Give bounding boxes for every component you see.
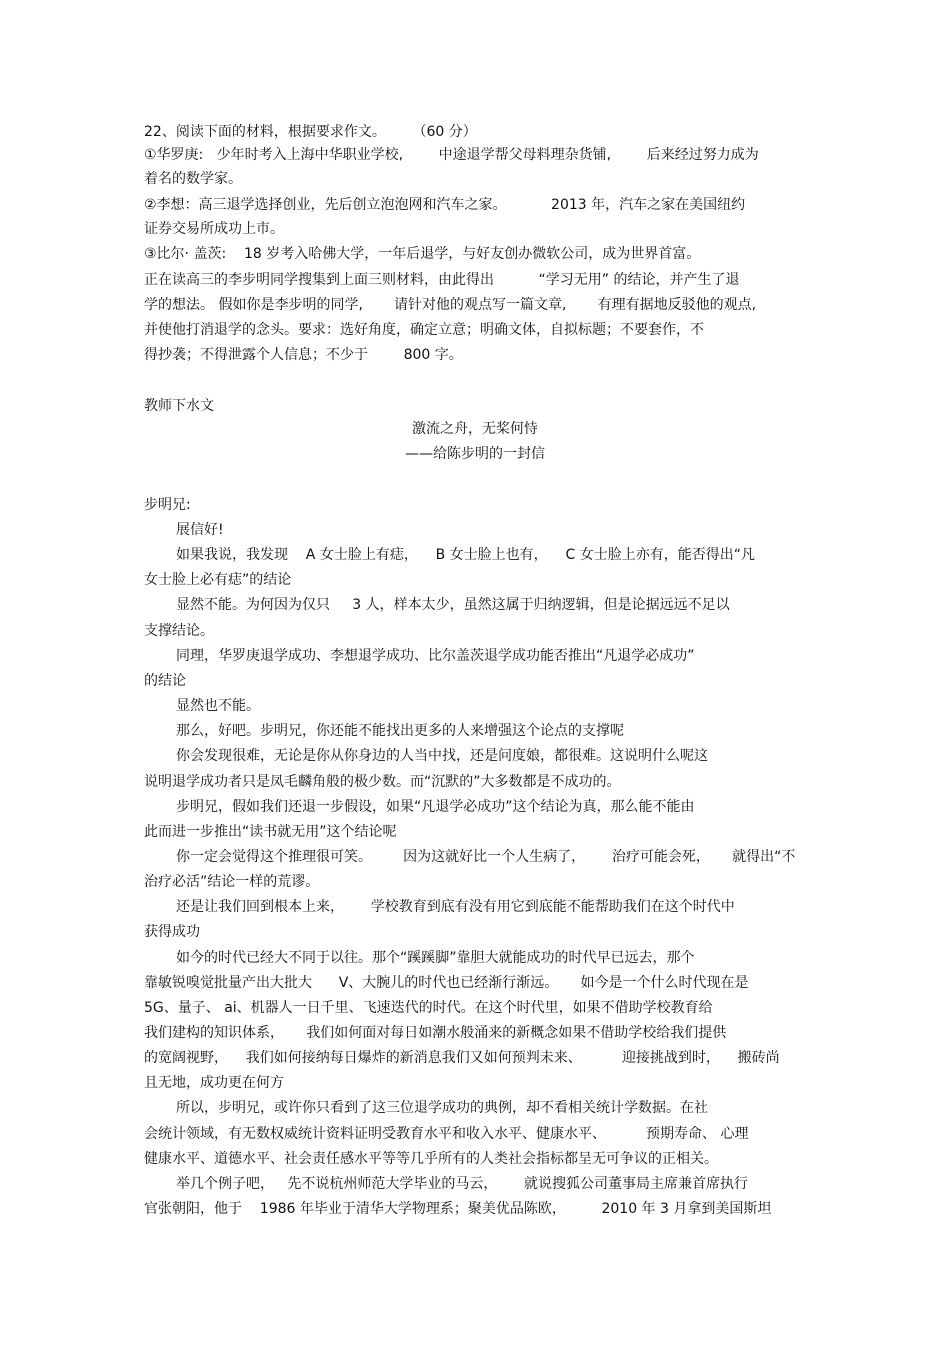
letter-salutation: 步明兄:: [144, 497, 191, 513]
essay-line: 会统计领域，有无数权威统计资料证明受教育水平和收入水平、健康水平、 预期寿命、 心理: [144, 1126, 749, 1142]
essay-line: 显然不能。为何因为仅只 3 人，样本太少，虽然这属于归纳逻辑，但是论据远远不足以: [176, 597, 730, 613]
essay-line: 获得成功: [144, 924, 200, 940]
essay-line: 你一定会觉得这个推理很可笑。 因为这就好比一个人生病了， 治疗可能会死， 就得出“不: [176, 849, 796, 865]
essay-label: 教师下水文: [144, 398, 214, 414]
essay-line: 且无地，成功更在何方: [144, 1075, 284, 1091]
question-line: 得抄袭；不得泄露个人信息；不少于 800 字。: [144, 347, 463, 363]
question-line: ②李想：高三退学选择创业，先后创立泡泡网和汽车之家。 2013 年，汽车之家在美国纽约: [144, 197, 746, 213]
essay-line: 如今的时代已经大不同于以往。那个“蹊蹊脚”靠胆大就能成功的时代早已远去，那个: [176, 950, 695, 966]
essay-line: 靠敏锐嗅觉批量产出大批大 V、大腕儿的时代也已经渐行渐远。 如今是一个什么时代现在是: [144, 975, 749, 991]
essay-line: 官张朝阳，他于 1986 年毕业于清华大学物理系；聚美优品陈欧， 2010 年 3 月拿到美国斯坦: [144, 1201, 772, 1217]
essay-subtitle: ——给陈步明的一封信: [405, 446, 545, 462]
essay-line: 所以，步明兄，或许你只看到了这三位退学成功的典例，却不看相关统计学数据。在社: [176, 1100, 708, 1116]
essay-line: 的结论: [144, 673, 186, 689]
essay-line: 展信好!: [176, 522, 224, 538]
essay-title: 激流之舟，无桨何恃: [412, 421, 538, 437]
essay-line: 同理，华罗庚退学成功、李想退学成功、比尔盖茨退学成功能否推出“凡退学必成功”: [176, 648, 695, 664]
question-line: 着名的数学家。: [144, 171, 242, 187]
question-line: 证券交易所成功上市。: [144, 221, 284, 237]
essay-line: 此而进一步推出“读书就无用”这个结论呢: [144, 824, 397, 840]
essay-line: 治疗必活”结论一样的荒谬。: [144, 874, 320, 890]
essay-line: 还是让我们回到根本上来， 学校教育到底有没有用它到底能不能帮助我们在这个时代中: [176, 899, 735, 915]
question-line: 学的想法。 假如你是李步明的同学, 请针对他的观点写一篇文章, 有理有据地反驳他的观点,: [144, 297, 757, 313]
essay-line: 支撑结论。: [144, 623, 214, 639]
essay-line: 女士脸上必有痣”的结论: [144, 572, 292, 588]
question-line: ①华罗庚: 少年时考入上海中华职业学校, 中途退学帮父母料理杂货铺, 后来经过努力成为: [144, 147, 759, 163]
essay-line: 如果我说，我发现 A 女士脸上有痣， B 女士脸上也有， C 女士脸上亦有，能否得出“凡: [176, 547, 755, 563]
essay-line: 你会发现很难，无论是你从你身边的人当中找，还是问度娘，都很难。这说明什么呢这: [176, 748, 708, 764]
question-header: 22、阅读下面的材料，根据要求作文。 （60 分）: [144, 124, 477, 140]
essay-line: 的宽阔视野， 我们如何接纳每日爆炸的新消息我们又如何预判未来、 迎接挑战到时， 搬砖尚: [144, 1050, 780, 1066]
essay-line: 步明兄，假如我们还退一步假设，如果“凡退学必成功”这个结论为真，那么能不能由: [176, 799, 695, 815]
question-line: ③比尔· 盖茨: 18 岁考入哈佛大学，一年后退学，与好友创办微软公司，成为世界首富。: [144, 246, 701, 262]
essay-line: 举几个例子吧， 先不说杭州师范大学毕业的马云， 就说搜狐公司董事局主席兼首席执行: [176, 1176, 749, 1192]
essay-line: 5G、量子、 ai、机器人一日千里、飞速迭代的时代。在这个时代里，如果不借助学校教育给: [144, 1000, 713, 1016]
essay-line: 显然也不能。: [176, 698, 260, 714]
essay-line: 我们建构的知识体系， 我们如何面对每日如潮水般涌来的新概念如果不借助学校给我们提供: [144, 1025, 727, 1041]
question-line: 正在读高三的李步明同学搜集到上面三则材料，由此得出 “学习无用” 的结论，并产生了退: [144, 272, 740, 288]
essay-line: 那么，好吧。步明兄，你还能不能找出更多的人来增强这个论点的支撑呢: [176, 723, 624, 739]
question-line: 并使他打消退学的念头。要求：选好角度，确定立意；明确文体，自拟标题；不要套作，不: [144, 322, 704, 338]
essay-line: 健康水平、道德水平、社会责任感水平等等几乎所有的人类社会指标都呈无可争议的正相关。: [144, 1151, 718, 1167]
essay-line: 说明退学成功者只是凤毛麟角般的极少数。而“沉默的”大多数都是不成功的。: [144, 774, 621, 790]
